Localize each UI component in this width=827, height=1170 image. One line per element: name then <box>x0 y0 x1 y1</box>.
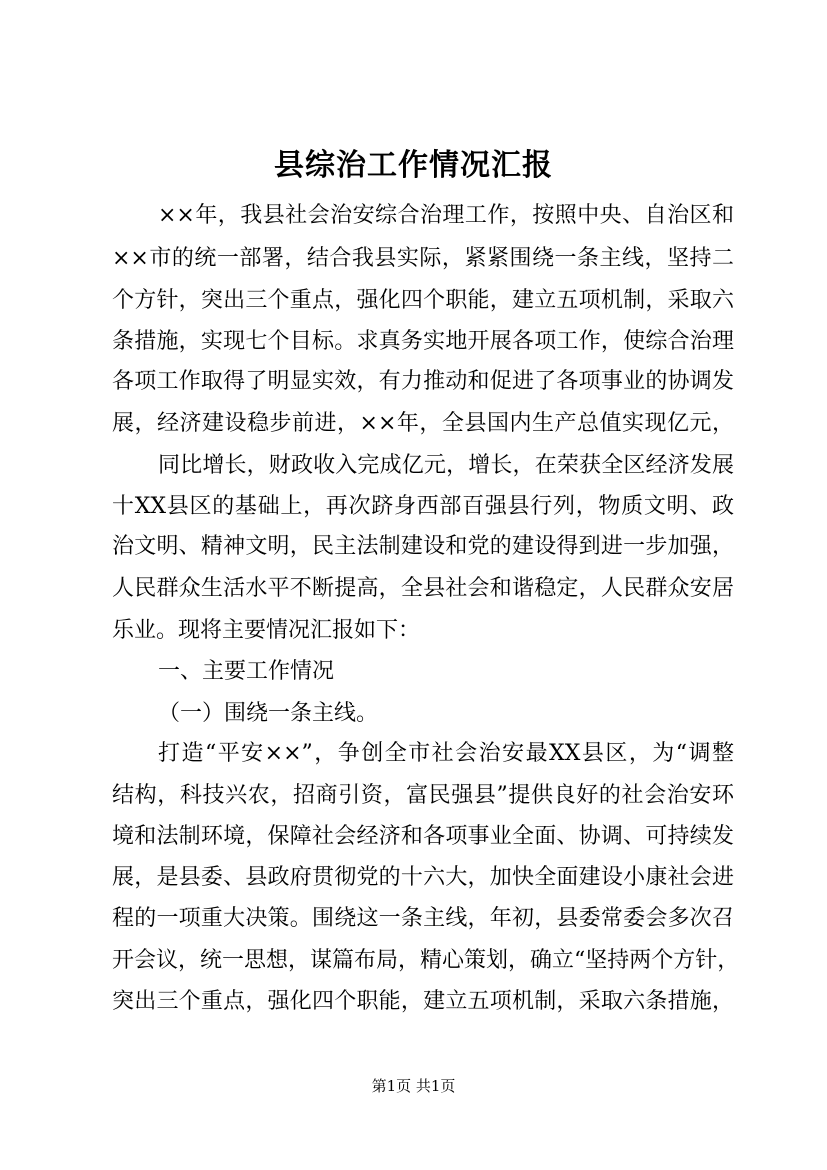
paragraph-line: 条措施，实现七个目标。求真务实地开展各项工作，使综合治理 <box>112 329 734 354</box>
paragraph-line: 人民群众生活水平不断提高，全县社会和谐稳定，人民群众安居 <box>112 576 734 601</box>
paragraph-line: 十XX县区的基础上，再次跻身西部百强县行列，物质文明、政 <box>112 494 734 519</box>
paragraph-line: 各项工作取得了明显实效，有力推动和促进了各项事业的协调发 <box>112 369 734 394</box>
paragraph-line: 境和法制环境，保障社会经济和各项事业全面、协调、可持续发 <box>112 824 734 849</box>
paragraph-line: 乐业。现将主要情况汇报如下： <box>112 618 421 643</box>
paragraph-line: 治文明、精神文明，民主法制建设和党的建设得到进一步加强， <box>112 534 734 559</box>
paragraph-line: ××市的统一部署，结合我县实际，紧紧围绕一条主线，坚持二 <box>112 246 734 271</box>
paragraph-line: 突出三个重点，强化四个职能，建立五项机制，采取六条措施， <box>112 989 734 1014</box>
document-title: 县综治工作情况汇报 <box>274 148 553 183</box>
paragraph-line: 展，是县委、县政府贯彻党的十六大，加快全面建设小康社会进 <box>112 865 734 890</box>
subsection-heading: （一）围绕一条主线。 <box>158 701 379 726</box>
paragraph-line: 开会议，统一思想，谋篇布局，精心策划，确立“坚持两个方针， <box>112 948 740 973</box>
paragraph-line: ××年，我县社会治安综合治理工作，按照中央、自治区和 <box>158 203 734 228</box>
paragraph-line: 个方针，突出三个重点，强化四个职能，建立五项机制，采取六 <box>112 288 734 313</box>
paragraph-line: 展，经济建设稳步前进，××年，全县国内生产总值实现亿元， <box>112 411 734 436</box>
paragraph-line: 同比增长，财政收入完成亿元，增长，在荣获全区经济发展 <box>158 453 734 478</box>
paragraph-line: 结构，科技兴农，招商引资，富民强县”提供良好的社会治安环 <box>112 783 734 808</box>
page-footer: 第1页 共1页 <box>371 1077 456 1095</box>
paragraph-line: 打造“平安××”，争创全市社会治安最XX县区，为“调整 <box>158 741 734 766</box>
section-heading: 一、主要工作情况 <box>158 659 335 684</box>
paragraph-line: 程的一项重大决策。围绕这一条主线，年初，县委常委会多次召 <box>112 906 734 931</box>
